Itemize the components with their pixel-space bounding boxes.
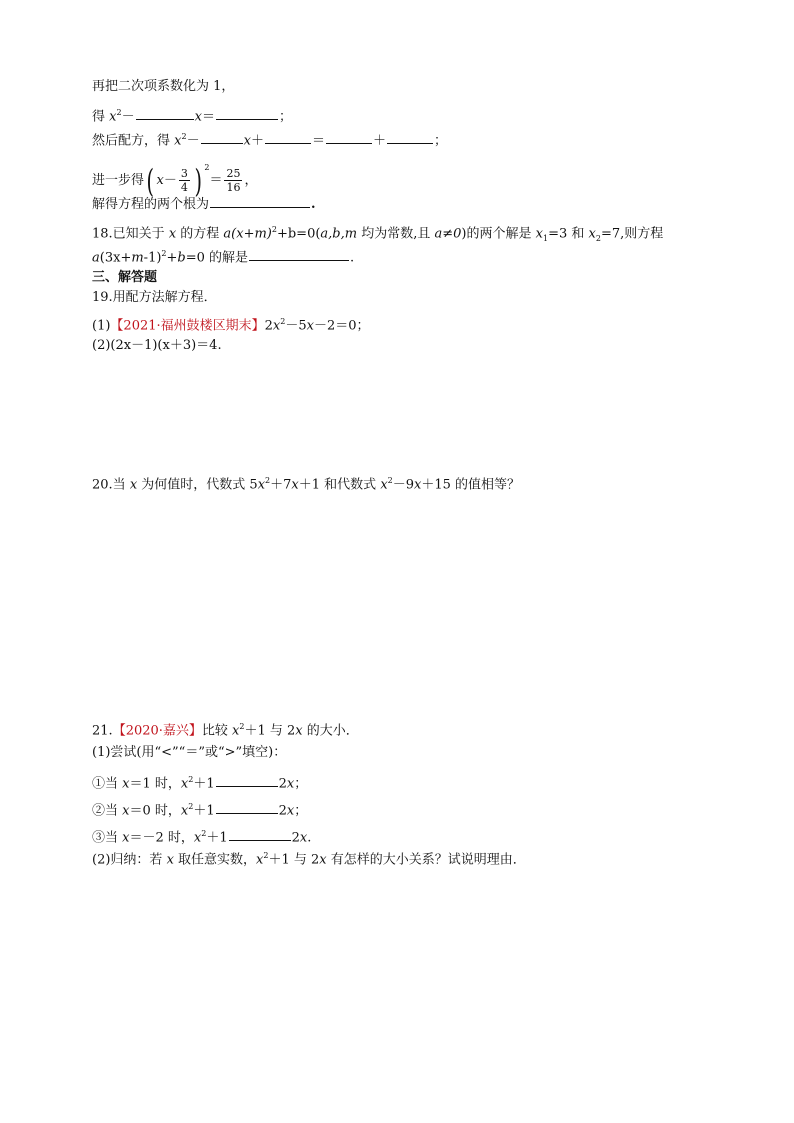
q19-part1: (1)【2021·福州鼓楼区期末】$2x^2-5x-2=0$； xyxy=(92,317,370,334)
q17-line3: 然后配方，得 $x^2- x+$ ＝ ＋ ； xyxy=(92,132,447,149)
q21-case1: ①当 x＝1 时，$x^2+1$ 2x； xyxy=(92,775,308,792)
q21-case2: ②当 x＝0 时，$x^2+1$ 2x； xyxy=(92,802,308,819)
q17-line5: 解得方程的两个根为 . xyxy=(92,197,316,212)
q21-case3: ③当 x＝－2 时，$x^2+1$ 2x. xyxy=(92,829,312,846)
answer-blank[interactable] xyxy=(136,107,194,120)
q17-line4: 进一步得( x－ $\frac{3}{4}$ ) $^2$＝ $\frac{25}{16}$ ， xyxy=(92,161,258,200)
answer-blank[interactable] xyxy=(326,131,372,144)
q17-line1: 再把二次项系数化为 1， xyxy=(92,79,235,94)
source-tag: 【2021·福州鼓楼区期末】 xyxy=(110,318,265,334)
answer-blank[interactable] xyxy=(210,195,310,208)
q19-part2: (2)(2x－1)(x＋3)＝4. xyxy=(92,338,222,353)
q21-part2: (2)归纳：若 x 取任意实数，$x^2+1$ 与 2x 有怎样的大小关系？试说明理由． xyxy=(92,851,526,868)
answer-blank[interactable] xyxy=(216,107,278,120)
answer-blank[interactable] xyxy=(229,828,291,841)
fraction-25-16: $\frac{25}{16}$ xyxy=(226,167,241,194)
answer-blank[interactable] xyxy=(387,131,433,144)
q19-title: 19.用配方法解方程． xyxy=(92,290,217,305)
fraction-3-4: $\frac{3}{4}$ xyxy=(180,167,188,194)
q21-title: 21.【2020·嘉兴】比较 $x^2+1$ 与 2x 的大小． xyxy=(92,722,359,739)
q20-question: 20.当 x 为何值时，代数式 $5x^2+7x+1$ 和代数式 $x^2-9x+15$ 的值相等？ xyxy=(92,476,521,493)
q18-line2: $a(3x+m-1)^2+b=0$ 的解是 . xyxy=(92,249,355,266)
section-heading: 三、解答题 xyxy=(92,270,158,285)
q18-line1: 18.已知关于 x 的方程 $a(x+m)^2+b=0(a,b,m$ 均为常数,且 a≠0)的两个解是 $x_1=3$ 和 $x_2=7$,则方程 xyxy=(92,225,664,243)
answer-blank[interactable] xyxy=(216,801,278,814)
answer-blank[interactable] xyxy=(201,131,243,144)
answer-blank[interactable] xyxy=(265,131,311,144)
answer-blank[interactable] xyxy=(216,774,278,787)
q17-line2: 得 $x^2- x=$ ； xyxy=(92,108,292,125)
source-tag: 【2020·嘉兴】 xyxy=(112,723,202,739)
q21-part1: (1)尝试(用“<”“＝”或“>”填空)： xyxy=(92,745,287,760)
answer-blank[interactable] xyxy=(249,248,349,261)
